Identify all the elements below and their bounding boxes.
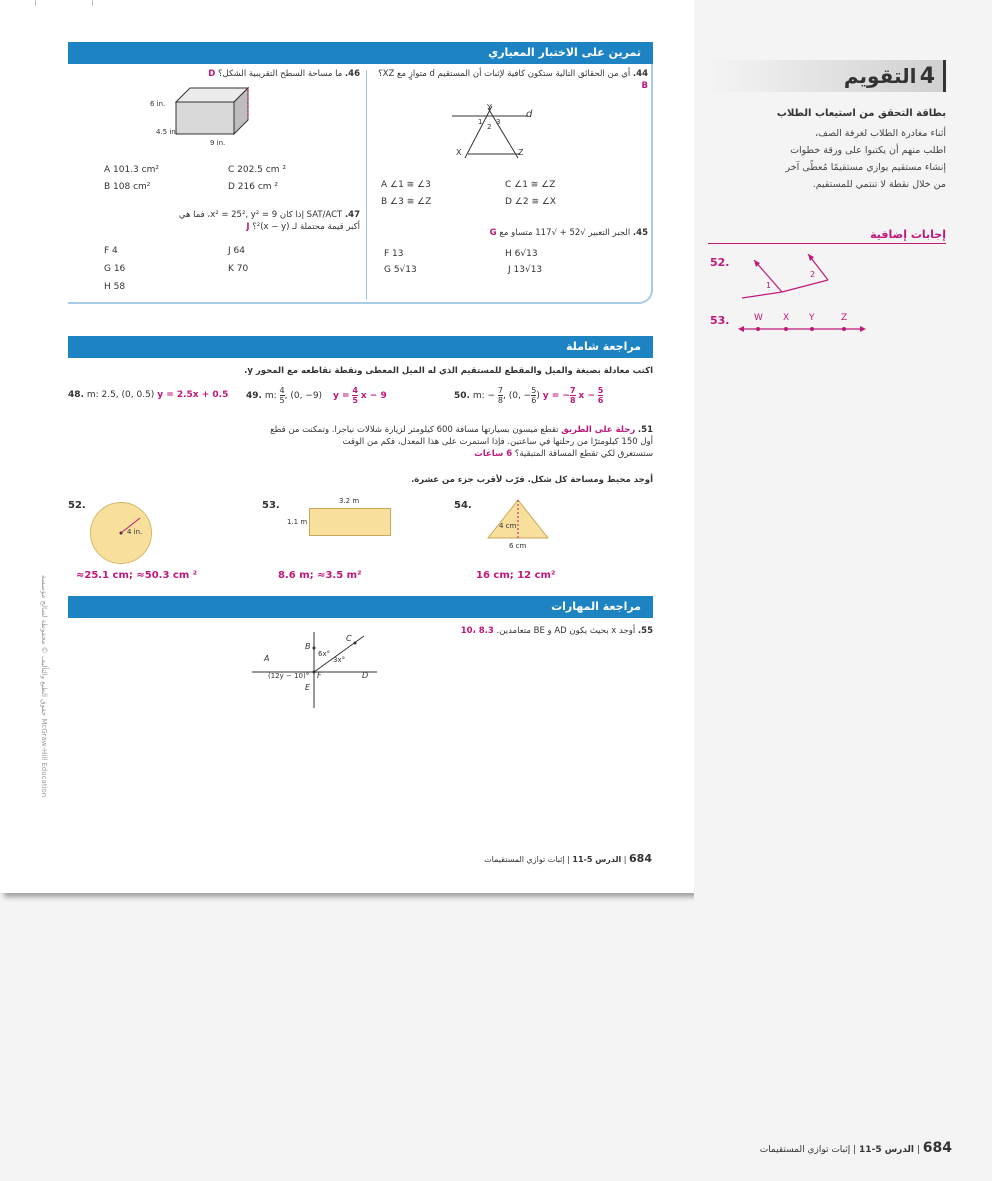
- answer: G: [489, 228, 497, 238]
- question-number: 46.: [344, 69, 360, 79]
- question-text: ما مساحة السطح التقريبية الشكل؟: [218, 69, 343, 79]
- q50: 50. m: − $\frac{7}{8}$ , (0, − $\frac{5}{6}$ ) y = − $\frac{7}{8}$ x − $\frac{5}{6}$: [454, 386, 604, 405]
- label-x: X: [456, 148, 462, 157]
- answer-52: ≈25.1 cm; ≈50.3 cm ²: [76, 570, 198, 581]
- teacher-sidebar: [694, 0, 992, 1181]
- question-46: [96, 69, 360, 79]
- label-angle-2: 2: [487, 123, 492, 131]
- column-divider: [366, 70, 367, 300]
- angle-6x: 6x°: [318, 650, 331, 658]
- label-angle-1: 1: [478, 118, 483, 126]
- question-text: SAT/ACT إذا كان x² = 25², y² = 9، فما هي: [178, 210, 343, 220]
- point-w: W: [754, 313, 763, 323]
- heading-number: 4: [919, 64, 935, 89]
- question-53-label: 53.: [262, 500, 280, 511]
- extra-answers-title: إجابات إضافية: [708, 228, 946, 244]
- answer-54: 16 cm; 12 cm²: [476, 570, 556, 581]
- label-f: F: [317, 671, 322, 680]
- option-a: A 101.3 cm²: [104, 165, 159, 175]
- crop-mark: [92, 0, 93, 6]
- radius-label: 4 in.: [127, 528, 143, 536]
- q48: 48. m: 2.5, (0, 0.5) y = 2.5x + 0.5: [68, 390, 229, 400]
- section-title: مراجعة شاملة: [566, 340, 641, 353]
- topic-label: رحلة على الطريق: [561, 425, 636, 435]
- question-52-label: 52.: [68, 500, 86, 511]
- card-text: أثناء مغادرة الطلاب لغرفة الصف، اطلب منهم أن يكتبوا على ورقة خطوات إنشاء مستقيم يوازي مستقيمًا مُعطًى آخر من خلال نقطة لا تنتمي للمستقيم.: [785, 128, 946, 190]
- option-a: A ∠1 ≅ ∠3: [381, 180, 431, 190]
- review-instruction: اكتب معادلة بصيغة والميل والمقطع للمستقيم الذي له الميل المعطى ونقطة تقاطعه مع المحور y.: [244, 366, 653, 376]
- answer: D: [208, 69, 216, 79]
- option-b: B ∠3 ≅ ∠Z: [381, 197, 432, 207]
- dim-height: 6 in.: [150, 100, 166, 108]
- perpendicular-diagram: [252, 630, 382, 710]
- option-h: H 58: [104, 282, 126, 292]
- dim-depth: 4.5 in.: [156, 128, 178, 136]
- option-d: D ∠2 ≅ ∠X: [505, 197, 557, 207]
- point-z: Z: [841, 313, 848, 323]
- angle-12y: (12y − 10)°: [268, 672, 310, 680]
- option-c: C ∠1 ≅ ∠Z: [505, 180, 556, 190]
- option-g: G 16: [104, 264, 126, 274]
- option-h: H 6√13: [505, 249, 538, 259]
- point-y: Y: [809, 313, 815, 323]
- answer-51: 6 ساعات: [474, 449, 513, 459]
- answer: J: [246, 222, 250, 232]
- answer-52-label: 52.: [710, 256, 730, 269]
- question-number: 45.: [632, 228, 648, 238]
- page-footer: 684 | الدرس 5-11 | إثبات توازي المستقيمات: [759, 1140, 952, 1156]
- triangle-height-label: 4 cm: [499, 522, 517, 530]
- label-d: D: [362, 671, 369, 680]
- prism-diagram: [170, 84, 260, 142]
- angle-3x: 3x°: [333, 656, 346, 664]
- section-bar-standardized: [68, 42, 653, 64]
- label-angle-3: 3: [496, 118, 501, 126]
- option-b: B 108 cm²: [104, 182, 151, 192]
- label-c: C: [346, 634, 352, 643]
- question-text: أكبر قيمة محتملة لـ (x − y)²؟: [252, 222, 360, 232]
- question-text: أي من الحقائق التالية ستكون كافية لإثبات أن المستقيم d متوازٍ مع XZ؟: [378, 69, 631, 79]
- width-label: 3.2 m: [339, 497, 360, 505]
- rectangle-figure: [309, 508, 391, 536]
- question-number: 47.: [344, 210, 360, 220]
- question-44: [372, 68, 648, 92]
- q49: 49. m: $\frac{4}{5}$ , (0, −9) y = $\frac{4}{5}$ x − 9: [246, 386, 387, 405]
- option-f: F 4: [104, 246, 118, 256]
- sidebar-heading: [708, 60, 946, 92]
- question-51: 51. رحلة على الطريق تقطع ميسون بسيارتها مسافة 600 كيلومتر لزيارة شلالات نياجرا. وتمكنت من قطع أول 150 كيلومترًا من رحلتها في ساعتين. فإذا استمرت على هذا المعدل، فكم من الوقت ستستغرق لكي تقطع المسافة المتبقية؟ 6 ساعات: [270, 425, 653, 459]
- number-line: [738, 322, 868, 336]
- answer-48: y = 2.5x + 0.5: [157, 390, 229, 400]
- dim-width: 9 in.: [210, 139, 226, 147]
- label-a: A: [264, 654, 270, 663]
- triangle-base-label: 6 cm: [509, 542, 527, 550]
- equations-row: [68, 386, 653, 408]
- answer-53: 8.6 m; ≈3.5 m²: [278, 570, 362, 581]
- label-y: Y: [487, 103, 492, 112]
- question-55: 55. أوجد x بحيث يكون AD و BE متعامدين. 8.3 ،10: [460, 626, 653, 636]
- triangle-figure: [486, 496, 550, 542]
- label-z: Z: [518, 148, 524, 157]
- question-54-label: 54.: [454, 500, 472, 511]
- option-g: G 5√13: [384, 265, 417, 275]
- option-c: C 202.5 cm ²: [228, 165, 286, 175]
- vertical-credit: حقوق الطبع والتأليف © محفوظة لصالح مؤسسة McGraw-Hill Education: [40, 575, 48, 798]
- answer-53-label: 53.: [710, 314, 730, 327]
- label-2: 2: [810, 270, 816, 279]
- question-47: [96, 209, 360, 233]
- label-e: E: [305, 683, 311, 692]
- perimeter-instruction: أوجد محيط ومساحة كل شكل. قرّب لأقرب جزء من عشرة.: [411, 475, 653, 485]
- card-title: بطاقة التحقق من استيعاب الطلاب: [776, 108, 946, 119]
- inner-footer: 684 | الدرس 5-11 | إثبات توازي المستقيمات: [484, 852, 652, 865]
- option-f: F 13: [384, 249, 404, 259]
- point-x: X: [783, 313, 790, 323]
- option-j: J 13√13: [508, 265, 543, 275]
- question-text: الجبر التعبير √52 + √117 متساو مع: [499, 228, 631, 238]
- crop-mark: [35, 0, 36, 6]
- section-title: مراجعة المهارات: [551, 600, 641, 613]
- heading-title: التقويم: [843, 64, 917, 88]
- answer-52-figure: [738, 254, 868, 304]
- section-bar-review: [68, 336, 653, 358]
- section-title: تمرين على الاختبار المعياري: [488, 46, 641, 59]
- option-k: K 70: [228, 264, 249, 274]
- label-d: d: [526, 109, 533, 120]
- label-b: B: [305, 642, 311, 651]
- section-bar-skills: [68, 596, 653, 618]
- option-j: J 64: [228, 246, 245, 256]
- height-label: 1.1 m: [287, 518, 308, 526]
- answer: B: [641, 81, 648, 91]
- answer-55: 8.3 ،10: [460, 626, 494, 636]
- question-45: [372, 228, 648, 238]
- label-1: 1: [766, 281, 772, 290]
- option-d: D 216 cm ²: [228, 182, 279, 192]
- question-number: 44.: [632, 69, 648, 79]
- circle-radius: [90, 502, 152, 564]
